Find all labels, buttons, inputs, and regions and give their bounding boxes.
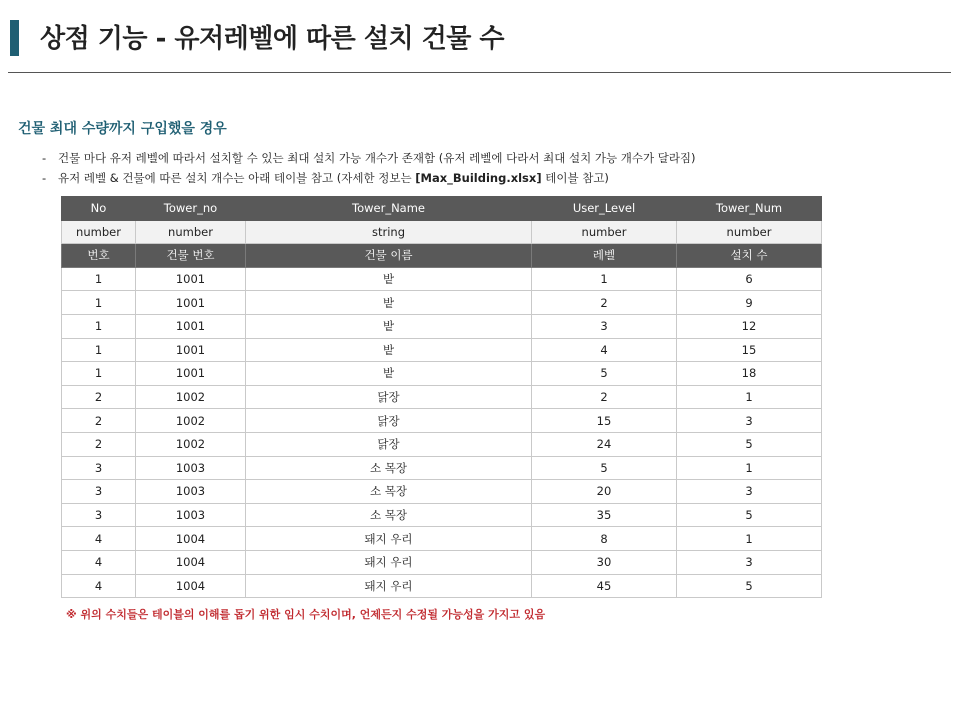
table-row <box>62 314 822 338</box>
footnote-warning: ※ 위의 수치들은 테이블의 이해를 돕기 위한 임시 수치이며, 언제든지 수정될 가능성을 가지고 있음 <box>66 608 546 621</box>
cell-no: 3 <box>62 456 136 480</box>
cell-no: 4 <box>62 550 136 574</box>
cell-no: 1 <box>62 338 136 362</box>
column-type: number <box>677 220 822 244</box>
cell-tower-num: 1 <box>677 456 822 480</box>
cell-no: 3 <box>62 503 136 527</box>
cell-tower-num: 1 <box>677 527 822 551</box>
column-header: Tower_Num <box>677 197 822 221</box>
cell-user-level: 5 <box>532 362 677 386</box>
title-divider <box>8 72 951 73</box>
table-row <box>62 338 822 362</box>
cell-tower-no: 1002 <box>136 409 246 433</box>
table-row <box>62 550 822 574</box>
cell-user-level: 15 <box>532 409 677 433</box>
cell-tower-no: 1004 <box>136 527 246 551</box>
cell-tower-no: 1001 <box>136 291 246 315</box>
bullet-text: 유저 레벨 & 건물에 따른 설치 개수는 아래 테이블 참고 (자세한 정보는 <box>58 171 416 185</box>
cell-user-level: 30 <box>532 550 677 574</box>
bullet-item <box>42 148 696 168</box>
cell-tower-no: 1001 <box>136 362 246 386</box>
cell-tower-name: 돼지 우리 <box>246 574 532 598</box>
cell-tower-num: 1 <box>677 385 822 409</box>
column-header: Tower_no <box>136 197 246 221</box>
column-type: number <box>62 220 136 244</box>
bullet-item <box>42 168 696 188</box>
bullet-list <box>42 148 696 188</box>
table-type-row <box>62 220 822 244</box>
column-korean-label: 설치 수 <box>677 244 822 268</box>
cell-no: 2 <box>62 385 136 409</box>
cell-tower-name: 밭 <box>246 291 532 315</box>
cell-tower-num: 18 <box>677 362 822 386</box>
cell-tower-name: 밭 <box>246 267 532 291</box>
cell-tower-no: 1003 <box>136 480 246 504</box>
column-type: number <box>136 220 246 244</box>
cell-no: 1 <box>62 267 136 291</box>
cell-no: 3 <box>62 480 136 504</box>
cell-tower-name: 닭장 <box>246 432 532 456</box>
title-accent-bar <box>10 20 19 56</box>
cell-tower-num: 3 <box>677 409 822 433</box>
cell-user-level: 2 <box>532 291 677 315</box>
cell-user-level: 2 <box>532 385 677 409</box>
column-header: User_Level <box>532 197 677 221</box>
column-korean-label: 레벨 <box>532 244 677 268</box>
cell-tower-no: 1001 <box>136 267 246 291</box>
cell-no: 1 <box>62 291 136 315</box>
cell-tower-num: 6 <box>677 267 822 291</box>
page-title: 상점 기능 - 유저레벨에 따른 설치 건물 수 <box>40 24 505 54</box>
cell-tower-num: 9 <box>677 291 822 315</box>
column-korean-label: 건물 이름 <box>246 244 532 268</box>
bullet-text-end: 테이블 참고) <box>541 171 609 185</box>
bullet-dash: - <box>42 171 47 185</box>
cell-tower-num: 5 <box>677 574 822 598</box>
cell-tower-name: 닭장 <box>246 385 532 409</box>
cell-tower-no: 1002 <box>136 385 246 409</box>
cell-tower-no: 1003 <box>136 456 246 480</box>
cell-tower-num: 5 <box>677 503 822 527</box>
cell-user-level: 4 <box>532 338 677 362</box>
bullet-file-reference: [Max_Building.xlsx] <box>415 171 542 185</box>
column-korean-label: 건물 번호 <box>136 244 246 268</box>
cell-no: 2 <box>62 409 136 433</box>
cell-tower-num: 3 <box>677 550 822 574</box>
table-body <box>62 267 822 597</box>
cell-user-level: 24 <box>532 432 677 456</box>
column-type: string <box>246 220 532 244</box>
cell-no: 4 <box>62 574 136 598</box>
cell-tower-num: 15 <box>677 338 822 362</box>
cell-tower-num: 5 <box>677 432 822 456</box>
section-heading: 건물 최대 수량까지 구입했을 경우 <box>18 121 227 137</box>
cell-tower-no: 1002 <box>136 432 246 456</box>
cell-tower-no: 1004 <box>136 574 246 598</box>
cell-user-level: 45 <box>532 574 677 598</box>
cell-tower-num: 3 <box>677 480 822 504</box>
column-korean-label: 번호 <box>62 244 136 268</box>
cell-tower-name: 돼지 우리 <box>246 550 532 574</box>
cell-tower-name: 밭 <box>246 362 532 386</box>
table-row <box>62 527 822 551</box>
cell-user-level: 35 <box>532 503 677 527</box>
column-header: No <box>62 197 136 221</box>
table-row <box>62 362 822 386</box>
cell-tower-name: 밭 <box>246 314 532 338</box>
table-row <box>62 456 822 480</box>
cell-tower-name: 밭 <box>246 338 532 362</box>
table-row <box>62 480 822 504</box>
table-row <box>62 503 822 527</box>
table-row <box>62 574 822 598</box>
cell-user-level: 8 <box>532 527 677 551</box>
cell-no: 1 <box>62 314 136 338</box>
cell-no: 4 <box>62 527 136 551</box>
building-limit-table <box>61 196 822 598</box>
bullet-dash: - <box>42 151 47 165</box>
table-header-row <box>62 197 822 221</box>
table-row <box>62 385 822 409</box>
cell-tower-no: 1001 <box>136 314 246 338</box>
column-type: number <box>532 220 677 244</box>
cell-tower-name: 소 목장 <box>246 456 532 480</box>
cell-user-level: 5 <box>532 456 677 480</box>
cell-tower-no: 1001 <box>136 338 246 362</box>
cell-no: 2 <box>62 432 136 456</box>
cell-user-level: 3 <box>532 314 677 338</box>
table-row <box>62 291 822 315</box>
table-korean-header-row <box>62 244 822 268</box>
table-row <box>62 432 822 456</box>
cell-tower-no: 1003 <box>136 503 246 527</box>
cell-tower-name: 닭장 <box>246 409 532 433</box>
cell-user-level: 1 <box>532 267 677 291</box>
cell-tower-name: 돼지 우리 <box>246 527 532 551</box>
cell-tower-num: 12 <box>677 314 822 338</box>
cell-no: 1 <box>62 362 136 386</box>
cell-user-level: 20 <box>532 480 677 504</box>
table-row <box>62 267 822 291</box>
cell-tower-name: 소 목장 <box>246 480 532 504</box>
column-header: Tower_Name <box>246 197 532 221</box>
cell-tower-no: 1004 <box>136 550 246 574</box>
cell-tower-name: 소 목장 <box>246 503 532 527</box>
table-row <box>62 409 822 433</box>
bullet-text: 건물 마다 유저 레벨에 따라서 설치할 수 있는 최대 설치 가능 개수가 존재함 (유저 레벨에 다라서 최대 설치 가능 개수가 달라짐) <box>58 151 696 165</box>
